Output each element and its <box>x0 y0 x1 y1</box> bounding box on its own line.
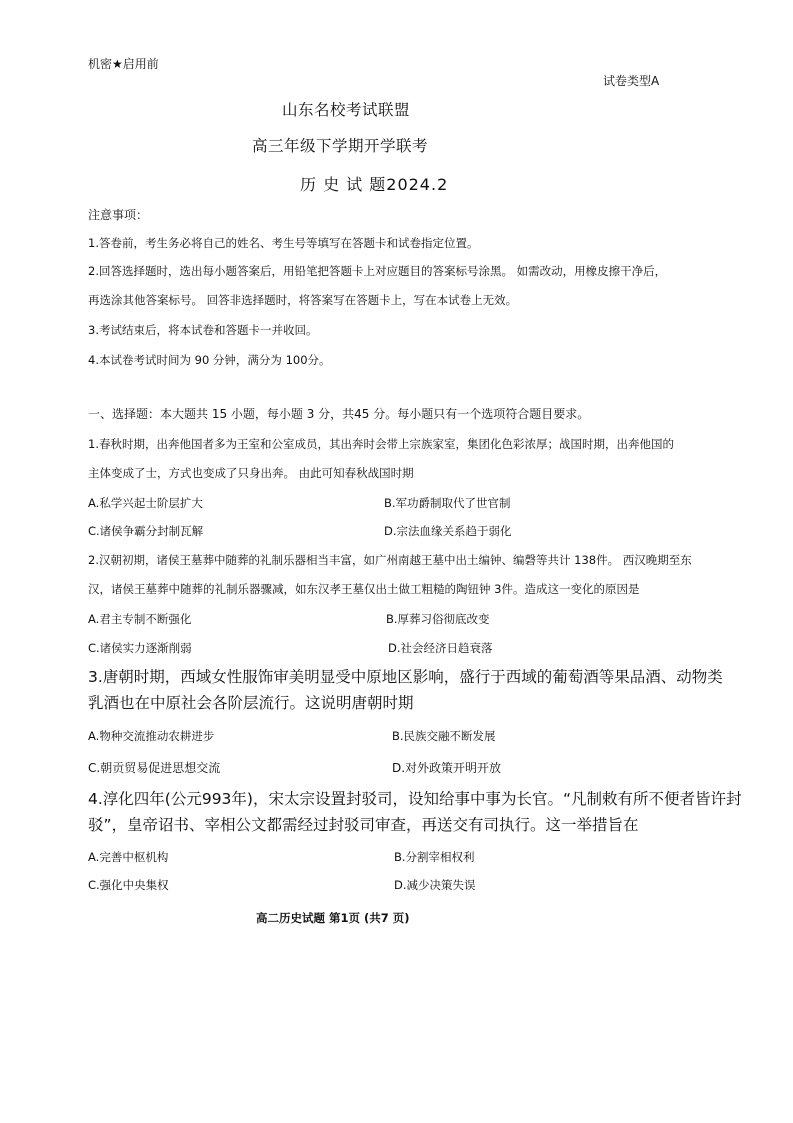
note-item: 再选涂其他答案标号。 回答非选择题时，将答案写在答题卡上，写在本试卷上无效。 <box>88 293 518 307</box>
note-item: 2.回答选择题时，选出每小题答案后，用铅笔把答题卡上对应题目的答案标号涂黑。 如需改动，用橡皮擦干净后， <box>88 264 667 278</box>
section-heading: 一、选择题：本大题共 15 小题，每小题 3 分，共45 分。每小题只有一个选项符合题目要求。 <box>88 407 590 421</box>
option-b: B.分割宰相权利 <box>394 850 475 864</box>
org-title: 山东名校考试联盟 <box>282 101 411 119</box>
question-4-line: 驳”，皇帝诏书、宰相公文都需经过封驳司审查，再送交有司执行。这一举措旨在 <box>88 816 639 834</box>
note-item: 4.本试卷考试时间为 90 分钟，满分为 100分。 <box>88 353 331 367</box>
option-c: C.诸侯争霸分封制瓦解 <box>88 524 204 538</box>
option-a: A.物种交流推动农耕进步 <box>88 729 215 743</box>
question-2-line: 汉，诸侯王墓葬中随葬的礼制乐器骤减，如东汉孝王墓仅出土做工粗糙的陶钮钟 3件。造成这一变化的原因是 <box>88 582 640 596</box>
page-footer: 高二历史试题 第1页 (共7 页) <box>256 911 410 925</box>
question-1-line: 主体变成了士，方式也变成了只身出奔。 由此可知春秋战国时期 <box>88 466 414 480</box>
option-c: C.诸侯实力逐渐削弱 <box>88 641 192 655</box>
question-1-line: 1.春秋时期，出奔他国者多为王室和公室成员，其出奔时会带上宗族家室，集团化色彩浓厚；战国时期，出奔他国的 <box>88 437 674 451</box>
paper-type-label: 试卷类型A <box>603 74 660 88</box>
question-3-line: 乳酒也在中原社会各阶层流行。这说明唐朝时期 <box>88 694 414 712</box>
option-d: D.宗法血缘关系趋于弱化 <box>384 524 512 538</box>
exam-title: 高三年级下学期开学联考 <box>252 137 429 155</box>
question-2-line: 2.汉朝初期，诸侯王墓葬中随葬的礼制乐器相当丰富，如广州南越王墓中出土编钟、编磬等共计 138件。 西汉晚期至东 <box>88 553 692 567</box>
option-d: D.对外政策开明开放 <box>392 761 502 775</box>
option-c: C.朝贡贸易促进思想交流 <box>88 761 221 775</box>
notes-heading: 注意事项： <box>88 208 149 222</box>
option-d: D.减少决策失误 <box>394 878 476 892</box>
subject-title: 历 史 试 题2024.2 <box>300 175 449 194</box>
question-4-line: 4.淳化四年(公元993年)，宋太宗设置封驳司，设知给事中事为长官。“凡制敕有所不便者皆许封 <box>88 790 742 808</box>
question-3-line: 3.唐朝时期，西域女性服饰审美明显受中原地区影响，盛行于西域的葡萄酒等果品酒、动物类 <box>88 668 723 686</box>
option-b: B.军功爵制取代了世官制 <box>384 496 511 510</box>
option-d: D.社会经济日趋衰落 <box>388 641 493 655</box>
note-item: 1.答卷前，考生务必将自己的姓名、考生号等填写在答题卡和试卷指定位置。 <box>88 236 479 250</box>
option-a: A.私学兴起士阶层扩大 <box>88 496 203 510</box>
option-b: B.厚葬习俗彻底改变 <box>386 612 490 626</box>
note-item: 3.考试结束后，将本试卷和答题卡一并收回。 <box>88 323 318 337</box>
option-a: A.君主专制不断强化 <box>88 612 192 626</box>
option-b: B.民族交融不断发展 <box>392 729 496 743</box>
option-c: C.强化中央集权 <box>88 878 169 892</box>
confidential-label: 机密★启用前 <box>88 57 159 71</box>
option-a: A.完善中枢机构 <box>88 850 169 864</box>
